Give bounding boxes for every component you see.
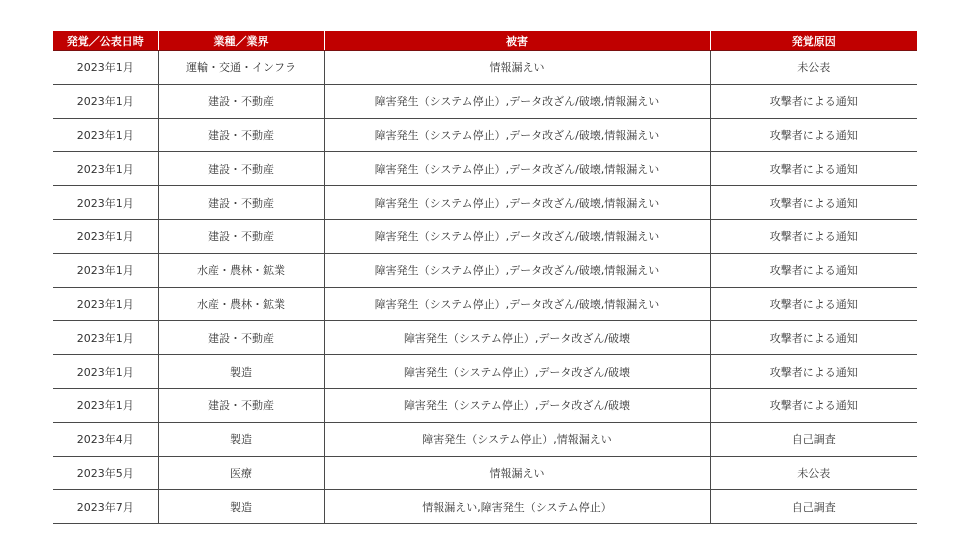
table-row bbox=[53, 422, 917, 456]
table-row bbox=[53, 118, 917, 152]
cell-damage: 障害発生（システム停止）,データ改ざん/破壊,情報漏えい bbox=[324, 152, 710, 186]
cell-cause: 攻撃者による通知 bbox=[710, 84, 917, 118]
cell-date: 2023年1月 bbox=[53, 84, 158, 118]
incident-table bbox=[53, 31, 917, 524]
table-row bbox=[53, 152, 917, 186]
cell-date: 2023年1月 bbox=[53, 355, 158, 389]
header-row bbox=[53, 31, 917, 51]
table-row bbox=[53, 287, 917, 321]
cell-industry: 製造 bbox=[158, 422, 324, 456]
cell-cause: 攻撃者による通知 bbox=[710, 388, 917, 422]
cell-cause: 未公表 bbox=[710, 51, 917, 85]
cell-date: 2023年7月 bbox=[53, 490, 158, 524]
cell-damage: 障害発生（システム停止）,データ改ざん/破壊 bbox=[324, 321, 710, 355]
cell-industry: 建設・不動産 bbox=[158, 84, 324, 118]
cell-industry: 水産・農林・鉱業 bbox=[158, 287, 324, 321]
cell-damage: 障害発生（システム停止）,データ改ざん/破壊,情報漏えい bbox=[324, 118, 710, 152]
cell-cause: 攻撃者による通知 bbox=[710, 253, 917, 287]
table-row bbox=[53, 388, 917, 422]
cell-damage: 情報漏えい,障害発生（システム停止） bbox=[324, 490, 710, 524]
cell-date: 2023年1月 bbox=[53, 152, 158, 186]
cell-date: 2023年1月 bbox=[53, 253, 158, 287]
cell-date: 2023年1月 bbox=[53, 388, 158, 422]
cell-industry: 建設・不動産 bbox=[158, 321, 324, 355]
cell-cause: 攻撃者による通知 bbox=[710, 118, 917, 152]
table-row bbox=[53, 456, 917, 490]
cell-date: 2023年1月 bbox=[53, 51, 158, 85]
cell-date: 2023年1月 bbox=[53, 321, 158, 355]
cell-cause: 攻撃者による通知 bbox=[710, 219, 917, 253]
cell-damage: 障害発生（システム停止）,データ改ざん/破壊,情報漏えい bbox=[324, 253, 710, 287]
cell-industry: 建設・不動産 bbox=[158, 388, 324, 422]
cell-industry: 建設・不動産 bbox=[158, 118, 324, 152]
cell-damage: 情報漏えい bbox=[324, 51, 710, 85]
incident-table-container bbox=[53, 31, 917, 524]
header-industry: 業種／業界 bbox=[158, 31, 324, 51]
header-date: 発覚／公表日時 bbox=[53, 31, 158, 51]
cell-industry: 建設・不動産 bbox=[158, 186, 324, 220]
header-cause: 発覚原因 bbox=[710, 31, 917, 51]
header-damage: 被害 bbox=[324, 31, 710, 51]
cell-industry: 製造 bbox=[158, 490, 324, 524]
cell-date: 2023年1月 bbox=[53, 186, 158, 220]
cell-cause: 未公表 bbox=[710, 456, 917, 490]
cell-industry: 運輸・交通・インフラ bbox=[158, 51, 324, 85]
table-header bbox=[53, 31, 917, 51]
table-row bbox=[53, 219, 917, 253]
table-body bbox=[53, 51, 917, 524]
table-row bbox=[53, 490, 917, 524]
cell-date: 2023年1月 bbox=[53, 219, 158, 253]
cell-cause: 攻撃者による通知 bbox=[710, 321, 917, 355]
cell-damage: 障害発生（システム停止）,データ改ざん/破壊 bbox=[324, 388, 710, 422]
table-row bbox=[53, 84, 917, 118]
cell-damage: 障害発生（システム停止）,データ改ざん/破壊,情報漏えい bbox=[324, 186, 710, 220]
cell-cause: 自己調査 bbox=[710, 422, 917, 456]
cell-damage: 障害発生（システム停止）,データ改ざん/破壊,情報漏えい bbox=[324, 219, 710, 253]
cell-damage: 障害発生（システム停止）,データ改ざん/破壊,情報漏えい bbox=[324, 84, 710, 118]
cell-date: 2023年4月 bbox=[53, 422, 158, 456]
cell-industry: 水産・農林・鉱業 bbox=[158, 253, 324, 287]
cell-industry: 建設・不動産 bbox=[158, 152, 324, 186]
cell-date: 2023年1月 bbox=[53, 118, 158, 152]
cell-cause: 攻撃者による通知 bbox=[710, 186, 917, 220]
table-row bbox=[53, 355, 917, 389]
cell-damage: 情報漏えい bbox=[324, 456, 710, 490]
cell-damage: 障害発生（システム停止）,データ改ざん/破壊 bbox=[324, 355, 710, 389]
table-row bbox=[53, 186, 917, 220]
cell-industry: 医療 bbox=[158, 456, 324, 490]
cell-date: 2023年5月 bbox=[53, 456, 158, 490]
cell-cause: 自己調査 bbox=[710, 490, 917, 524]
cell-cause: 攻撃者による通知 bbox=[710, 152, 917, 186]
cell-cause: 攻撃者による通知 bbox=[710, 355, 917, 389]
cell-damage: 障害発生（システム停止）,情報漏えい bbox=[324, 422, 710, 456]
cell-date: 2023年1月 bbox=[53, 287, 158, 321]
cell-industry: 建設・不動産 bbox=[158, 219, 324, 253]
table-row bbox=[53, 321, 917, 355]
table-row bbox=[53, 51, 917, 85]
cell-damage: 障害発生（システム停止）,データ改ざん/破壊,情報漏えい bbox=[324, 287, 710, 321]
table-row bbox=[53, 253, 917, 287]
cell-industry: 製造 bbox=[158, 355, 324, 389]
cell-cause: 攻撃者による通知 bbox=[710, 287, 917, 321]
